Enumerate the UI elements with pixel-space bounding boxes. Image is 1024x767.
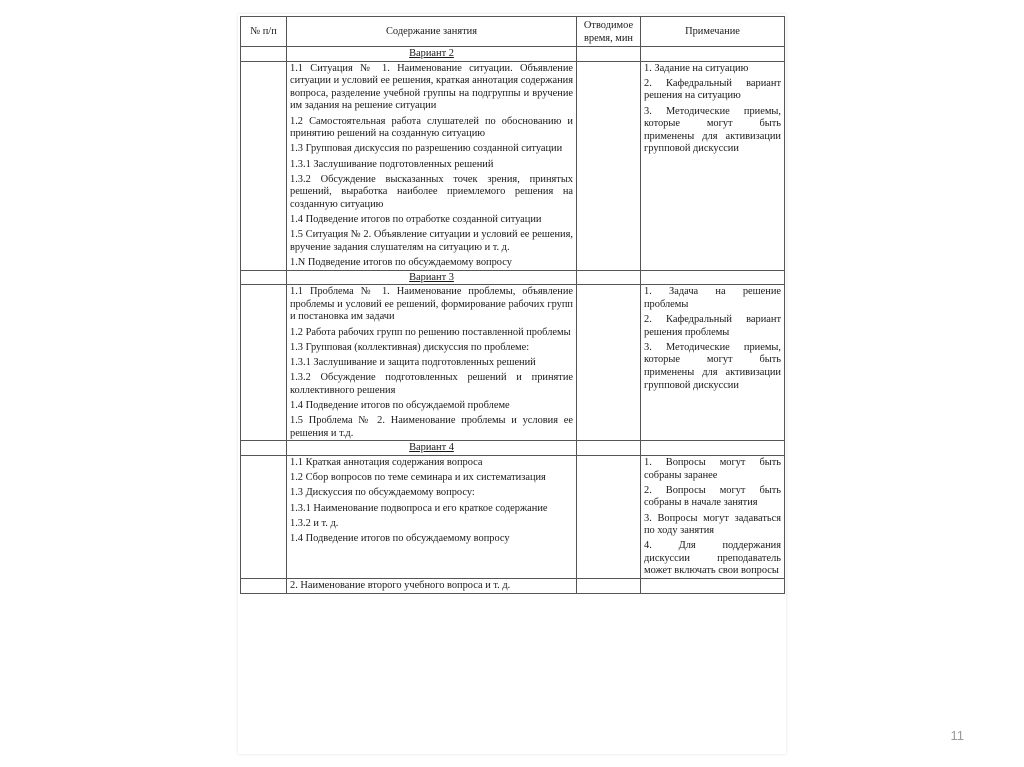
content-item: 1.1 Проблема № 1. Наименование проблемы, объявление проблемы и условий ее решений, формирование рабочих групп и постановка им задачи — [290, 286, 573, 323]
variant-title: Вариант 2 — [287, 47, 577, 62]
notes-cell — [641, 61, 785, 270]
variant-body-row — [241, 455, 785, 578]
content-item: 1.3.2 и т. д. — [290, 517, 339, 529]
time-cell — [577, 285, 641, 441]
empty-cell — [241, 579, 287, 594]
empty-cell — [577, 47, 641, 62]
empty-cell — [641, 441, 785, 456]
content-item: 1.1 Краткая аннотация содержания вопроса — [290, 456, 483, 468]
note-item: 3. Методические приемы, которые могут быть применены для активизации групповой дискуссии — [644, 105, 781, 155]
content-item: 1.3.2 Обсуждение подготовленных решений и принятие коллективного решения — [290, 372, 573, 396]
table-header-row — [241, 17, 785, 47]
content-item: 1.3 Групповая (коллективная) дискуссия по проблеме: — [290, 341, 530, 353]
number-cell — [241, 455, 287, 578]
note-item: 1. Задача на решение проблемы — [644, 286, 781, 310]
empty-cell — [641, 270, 785, 285]
number-cell — [241, 285, 287, 441]
content-cell — [287, 455, 577, 578]
content-cell — [287, 61, 577, 270]
empty-cell — [577, 270, 641, 285]
note-item: 4. Для поддержания дискуссии преподаватель может включать свои вопросы — [644, 540, 781, 577]
note-item: 2. Кафедральный вариант решения на ситуацию — [644, 77, 781, 102]
note-item: 2. Кафедральный вариант решения проблемы — [644, 314, 781, 338]
note-item: 3. Методические приемы, которые могут быть применены для активизации групповой дискуссии — [644, 341, 781, 391]
variant-title-row — [241, 47, 785, 62]
content-item: 1.2 Работа рабочих групп по решению поставленной проблемы — [290, 326, 571, 338]
empty-cell — [241, 441, 287, 456]
header-number: № п/п — [241, 17, 287, 47]
notes-cell — [641, 285, 785, 441]
content-item: 1.3.1 Наименование подвопроса и его краткое содержание — [290, 502, 548, 514]
slide-number: 11 — [950, 728, 964, 743]
header-time: Отводимое время, мин — [577, 17, 641, 47]
header-content: Содержание занятия — [287, 17, 577, 47]
empty-cell — [641, 579, 785, 594]
content-item: 1.3.1 Заслушивание подготовленных решений — [290, 158, 494, 170]
lesson-plan-table — [240, 16, 785, 594]
empty-cell — [241, 270, 287, 285]
number-cell — [241, 61, 287, 270]
content-item: 1.1 Ситуация № 1. Наименование ситуации. Объявление ситуации и условий ее решения, краткая аннотация содержания вопроса, разделение учебной группы на подгруппы и вручение им задания на решение ситуации — [290, 62, 573, 112]
empty-cell — [241, 47, 287, 62]
note-item: 1. Задание на ситуацию — [644, 62, 749, 74]
variant-title-row — [241, 270, 785, 285]
note-item: 1. Вопросы могут быть собраны заранее — [644, 456, 781, 481]
content-item: 1.4 Подведение итогов по обсуждаемой проблеме — [290, 399, 510, 411]
empty-cell — [577, 441, 641, 456]
notes-cell — [641, 455, 785, 578]
variant-title-row — [241, 441, 785, 456]
last-row — [241, 579, 785, 594]
content-item: 1.3.2 Обсуждение высказанных точек зрения, принятых решений, выработка наиболее приемлемого решения на созданную ситуацию — [290, 173, 573, 210]
variant-body-row — [241, 285, 785, 441]
content-item: 1.N Подведение итогов по обсуждаемому вопросу — [290, 257, 512, 269]
note-item: 2. Вопросы могут быть собраны в начале занятия — [644, 484, 781, 509]
content-item: 1.3 Групповая дискуссия по разрешению созданной ситуации — [290, 143, 563, 155]
time-cell — [577, 455, 641, 578]
content-item: 1.4 Подведение итогов по обсуждаемому вопросу — [290, 532, 510, 544]
note-item: 3. Вопросы могут задаваться по ходу занятия — [644, 512, 781, 537]
content-item: 1.2 Самостоятельная работа слушателей по обоснованию и принятию решений на созданную ситуацию — [290, 115, 573, 140]
variant-title: Вариант 3 — [287, 270, 577, 285]
time-cell — [577, 61, 641, 270]
second-question-cell: 2. Наименование второго учебного вопроса и т. д. — [287, 579, 577, 594]
content-item: 1.3.1 Заслушивание и защита подготовленных решений — [290, 357, 536, 368]
content-item: 1.5 Проблема № 2. Наименование проблемы и условия ее решения и т.д. — [290, 415, 573, 439]
variant-title: Вариант 4 — [287, 441, 577, 456]
content-item: 1.2 Сбор вопросов по теме семинара и их систематизация — [290, 472, 546, 484]
content-item: 1.4 Подведение итогов по отработке созданной ситуации — [290, 214, 542, 226]
empty-cell — [641, 47, 785, 62]
content-item: 1.3 Дискуссия по обсуждаемому вопросу: — [290, 487, 475, 499]
content-item: 1.5 Ситуация № 2. Объявление ситуации и условий ее решения, вручение задания слушателям на ситуацию и т. д. — [290, 229, 573, 253]
content-cell — [287, 285, 577, 441]
variant-body-row — [241, 61, 785, 270]
empty-cell — [577, 579, 641, 594]
header-notes: Примечание — [641, 17, 785, 47]
